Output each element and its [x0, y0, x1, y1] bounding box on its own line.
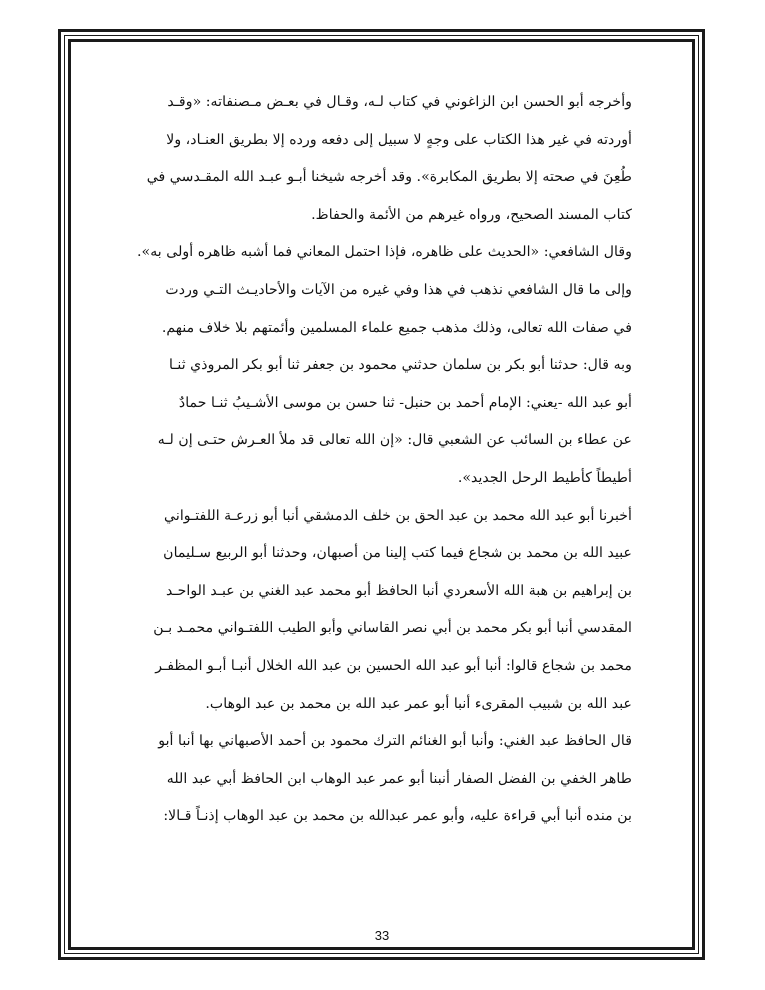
text-line: وإلى ما قال الشافعي نذهب في هذا وفي غيره من الآيات والأحاديـث التـي وردت — [165, 281, 632, 298]
text-line: بن منده أنبا أبي قراءة عليه، وأبو عمر عبدالله بن محمد بن عبد الوهاب إذنـاً قـالا: — [163, 808, 632, 825]
text-line: عن عطاء بن السائب عن الشعبي قال: «إن الله تعالى قد ملأ العـرش حتـى إن لـه — [157, 432, 632, 449]
text-line: قال الحافظ عبد الغني: وأنبا أبو الغنائم الترك محمود بن أحمد الأصبهاني بها أنبا أبو — [158, 733, 632, 750]
page-number: 33 — [374, 928, 390, 943]
text-line: محمد بن شجاع قالوا: أنبا أبو عبد الله الحسين بن عبد الله الخلال أنبـا أبـو المظفـر — [155, 657, 632, 674]
text-line: وأخرجه أبو الحسن ابن الزاغوني في كتاب لـه، وقـال في بعـض مـصنفاته: «وقـد — [167, 94, 632, 110]
text-line: عبيد الله بن محمد بن شجاع فيما كتب إلينا من أصبهان، وحدثنا أبو الربيع سـليمان — [163, 545, 632, 562]
text-line: بن إبراهيم بن هبة الله الأسعردي أنبا الحافظ أبو محمد عبد الغني بن عبـد الواحـد — [166, 582, 632, 599]
text-line: أوردته في غير هذا الكتاب على وجهٍ لا سبيل إلى دفعه ورده إلا بطريق العنـاد، ولا — [166, 131, 632, 148]
text-line: طاهر الخفي بن الفضل الصفار أنبنا أبو عمر عبد الوهاب ابن الحافظ أبي عبد الله — [166, 770, 632, 787]
text-line: كتاب المسند الصحيح، ورواه غيرهم من الأئمة والحفاظ. — [311, 206, 632, 223]
document-body — [136, 84, 632, 836]
text-line: في صفات الله تعالى، وذلك مذهب جميع علماء المسلمين وأئمتهم بلا خلاف منهم. — [161, 319, 632, 336]
text-line: وبه قال: حدثنا أبو بكر بن سلمان حدثني محمود بن جعفر ثنا أبو بكر المروذي ثنـا — [168, 357, 632, 374]
text-line: وقال الشافعي: «الحديث على ظاهره، فإذا احتمل المعاني فما أشبه ظاهره أولى به». — [137, 244, 632, 261]
text-line: أطيطاً كأطيط الرحل الجديد». — [457, 469, 632, 486]
text-line: طُعِنَ في صحته إلا بطريق المكابرة». وقد أخرجه شيخنا أبـو عبـد الله المقـدسي في — [146, 169, 632, 186]
text-line: المقدسي أنبا أبو بكر محمد بن أبي نصر القاساني وأبو الطيب اللفتـواني محمـد بـن — [153, 620, 632, 637]
text-line: عبد الله بن شبيب المقرىء أنبا أبو عمر عبد الله بن محمد بن عبد الوهاب. — [205, 695, 632, 712]
text-line: أخبرنا أبو عبد الله محمد بن عبد الحق بن خلف الدمشقي أنبا أبو زرعـة اللفتـواني — [164, 507, 632, 524]
text-line: أبو عبد الله -يعني: الإمام أحمد بن حنبل- ثنا حسن بن موسى الأشـيبُ ثنـا حمادٌ — [178, 394, 632, 411]
